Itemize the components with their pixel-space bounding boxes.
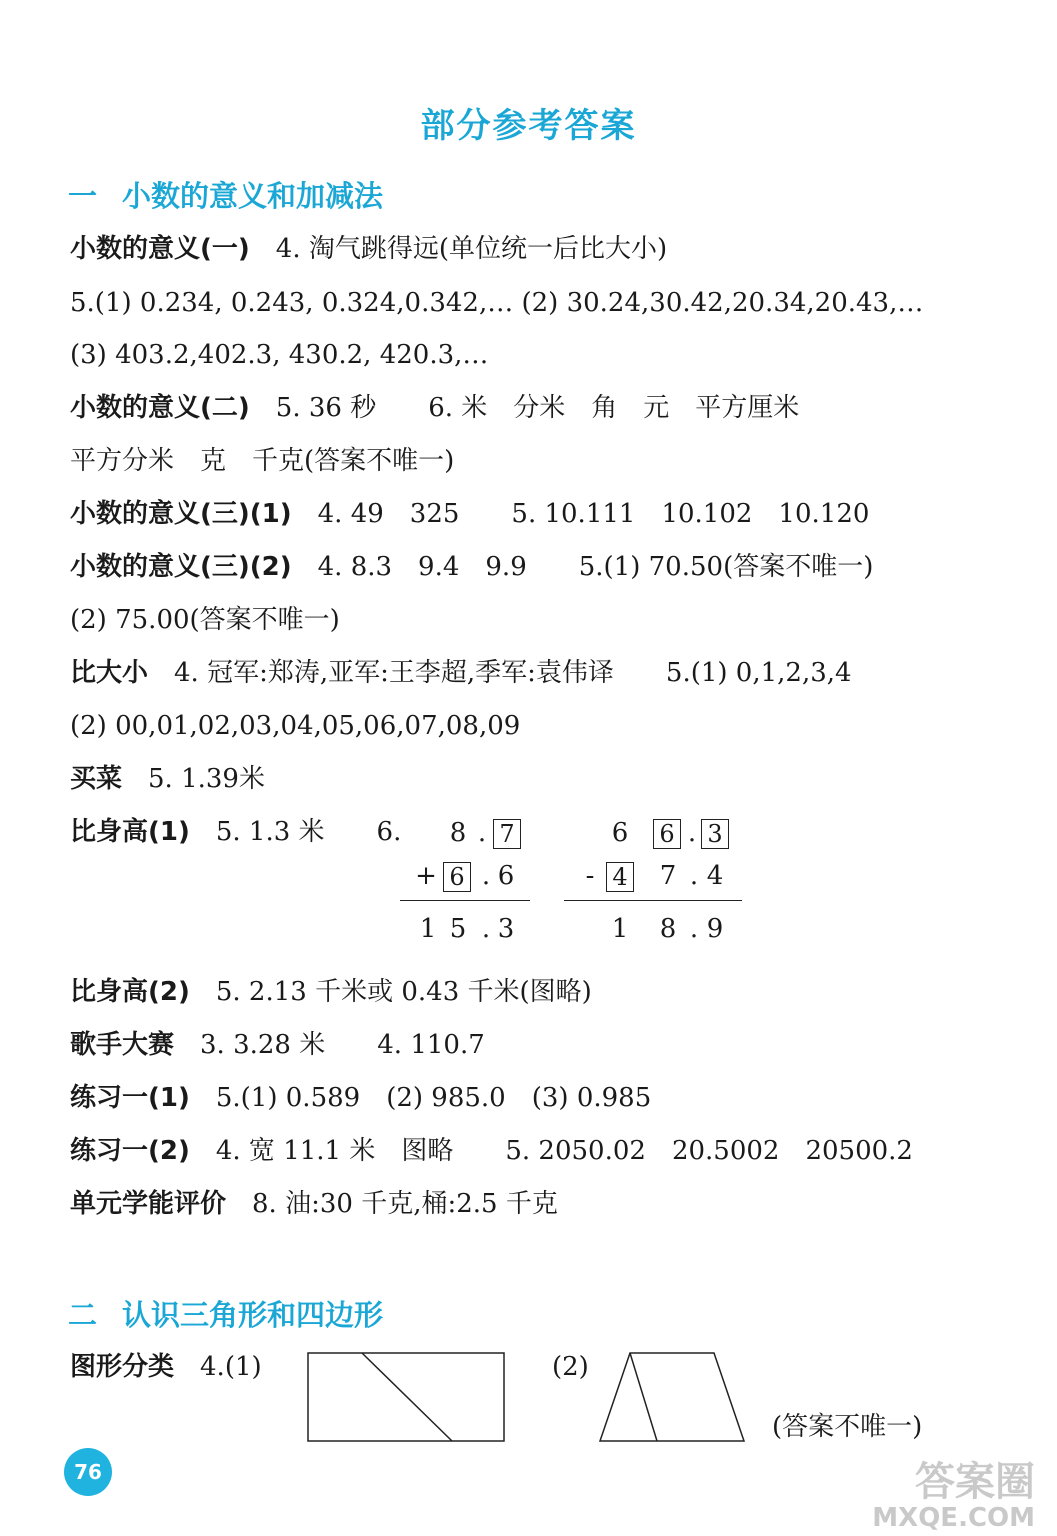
section-title: 认识三角形和四边形: [122, 1298, 384, 1332]
answer-line: [70, 232, 667, 266]
line-text: (2) 75.00(答案不唯一): [70, 605, 340, 635]
decimal-point: .: [689, 861, 699, 891]
line-text: 4. 8.3 9.4 9.9 5.(1) 70.50(答案不唯一): [317, 552, 874, 582]
decimal-point: .: [687, 818, 697, 848]
digit: 6: [611, 818, 629, 848]
line-label: 买菜: [70, 764, 123, 794]
page-title: 部分参考答案: [420, 106, 637, 146]
line-text: 5. 2.13 千米或 0.43 千米(图略): [215, 977, 592, 1007]
line-text: 平方分米 克 千克(答案不唯一): [70, 446, 455, 476]
answer-line: [70, 762, 265, 796]
answer-line: [70, 815, 401, 849]
digit: 4: [706, 861, 724, 891]
answer-box: 6: [653, 819, 681, 849]
answer-box: 4: [606, 862, 634, 892]
line-label: 比身高(2): [70, 977, 190, 1007]
line-label: 小数的意义(三)(1): [70, 499, 292, 529]
line-label: 比大小: [70, 658, 149, 688]
plus-sign: +: [415, 861, 437, 891]
rectangle-figure: [308, 1353, 504, 1441]
difference-line: [564, 900, 742, 901]
line-label: 练习一(1): [70, 1083, 190, 1113]
decimal-point: .: [481, 861, 491, 891]
digit: 1: [419, 914, 437, 944]
digit: 6: [497, 861, 515, 891]
line-text: 5. 36 秒 6. 米 分米 角 元 平方厘米: [275, 393, 800, 423]
line-label: 练习一(2): [70, 1136, 190, 1166]
answer-line: [70, 656, 852, 690]
decimal-point: .: [481, 914, 491, 944]
answer-line: [70, 550, 873, 584]
line-text: 8. 油:30 千克,桶:2.5 千克: [252, 1189, 558, 1219]
answer-line: [70, 1028, 485, 1062]
answer-line: [70, 391, 799, 425]
answer-line: [70, 1134, 913, 1168]
answer-line: [70, 286, 923, 320]
digit: 8: [659, 914, 677, 944]
answer-box: 3: [701, 819, 729, 849]
sub-question-label: (2): [552, 1352, 589, 1382]
section-title: 小数的意义和加减法: [122, 179, 384, 213]
digit: 1: [611, 914, 629, 944]
digit: 9: [706, 914, 724, 944]
answer-line: [70, 338, 488, 372]
answer-line: [70, 1350, 262, 1384]
line-text: 4. 淘气跳得远(单位统一后比大小): [275, 234, 668, 264]
decimal-point: .: [477, 818, 487, 848]
line-text: (2) 00,01,02,03,04,05,06,07,08,09: [70, 711, 521, 741]
section-number: 二: [68, 1298, 98, 1332]
line-text: 4. 49 325 5. 10.111 10.102 10.120: [317, 499, 870, 529]
section-heading-2: [68, 1293, 383, 1334]
answer-line: [70, 444, 454, 478]
answer-line: [70, 1187, 558, 1221]
sum-line: [400, 900, 530, 901]
answer-box: 7: [493, 819, 521, 849]
page-number: 76: [64, 1448, 112, 1496]
section-heading-1: [68, 174, 383, 215]
shape-figures: [300, 1345, 760, 1450]
decimal-point: .: [689, 914, 699, 944]
digit: 7: [659, 861, 677, 891]
watermark: [872, 1450, 1035, 1533]
trapezoid-figure: [600, 1353, 744, 1441]
watermark-url: MXQE.COM: [872, 1503, 1035, 1533]
digit: 8: [449, 818, 467, 848]
line-label: 歌手大赛: [70, 1030, 175, 1060]
answer-line: [70, 603, 340, 637]
line-label: 小数的意义(二): [70, 393, 250, 423]
line-label: 小数的意义(三)(2): [70, 552, 292, 582]
line-label: 单元学能评价: [70, 1189, 227, 1219]
watermark-logo-text: 答案圈: [915, 1459, 1035, 1505]
line-text: 4. 冠军:郑涛,亚军:王李超,季军:袁伟译 5.(1) 0,1,2,3,4: [174, 658, 852, 688]
answer-line: [70, 1081, 651, 1115]
line-text: 4. 宽 11.1 米 图略 5. 2050.02 20.5002 20500.2: [215, 1136, 913, 1166]
line-text: 5.(1) 0.589 (2) 985.0 (3) 0.985: [215, 1083, 652, 1113]
line-label: 小数的意义(一): [70, 234, 250, 264]
line-text: 4.(1): [200, 1352, 262, 1382]
answer-line: [70, 975, 592, 1009]
answer-line: [70, 709, 520, 743]
note-text: (答案不唯一): [772, 1412, 923, 1442]
line-text: 5.(1) 0.234, 0.243, 0.324,0.342,… (2) 30.24,30.42,20.34,20.43,…: [70, 288, 924, 318]
answer-box: 6: [443, 862, 471, 892]
line-text: 5. 1.39米: [148, 764, 265, 794]
digit: 3: [497, 914, 515, 944]
answer-line: [70, 497, 869, 531]
line-text: 5. 1.3 米 6.: [215, 817, 402, 847]
minus-sign: -: [585, 861, 595, 891]
section-number: 一: [68, 179, 98, 213]
line-label: 比身高(1): [70, 817, 190, 847]
line-text: (3) 403.2,402.3, 430.2, 420.3,…: [70, 340, 489, 370]
line-text: 3. 3.28 米 4. 110.7: [200, 1030, 485, 1060]
line-label: 图形分类: [70, 1352, 175, 1382]
digit: 5: [449, 914, 467, 944]
